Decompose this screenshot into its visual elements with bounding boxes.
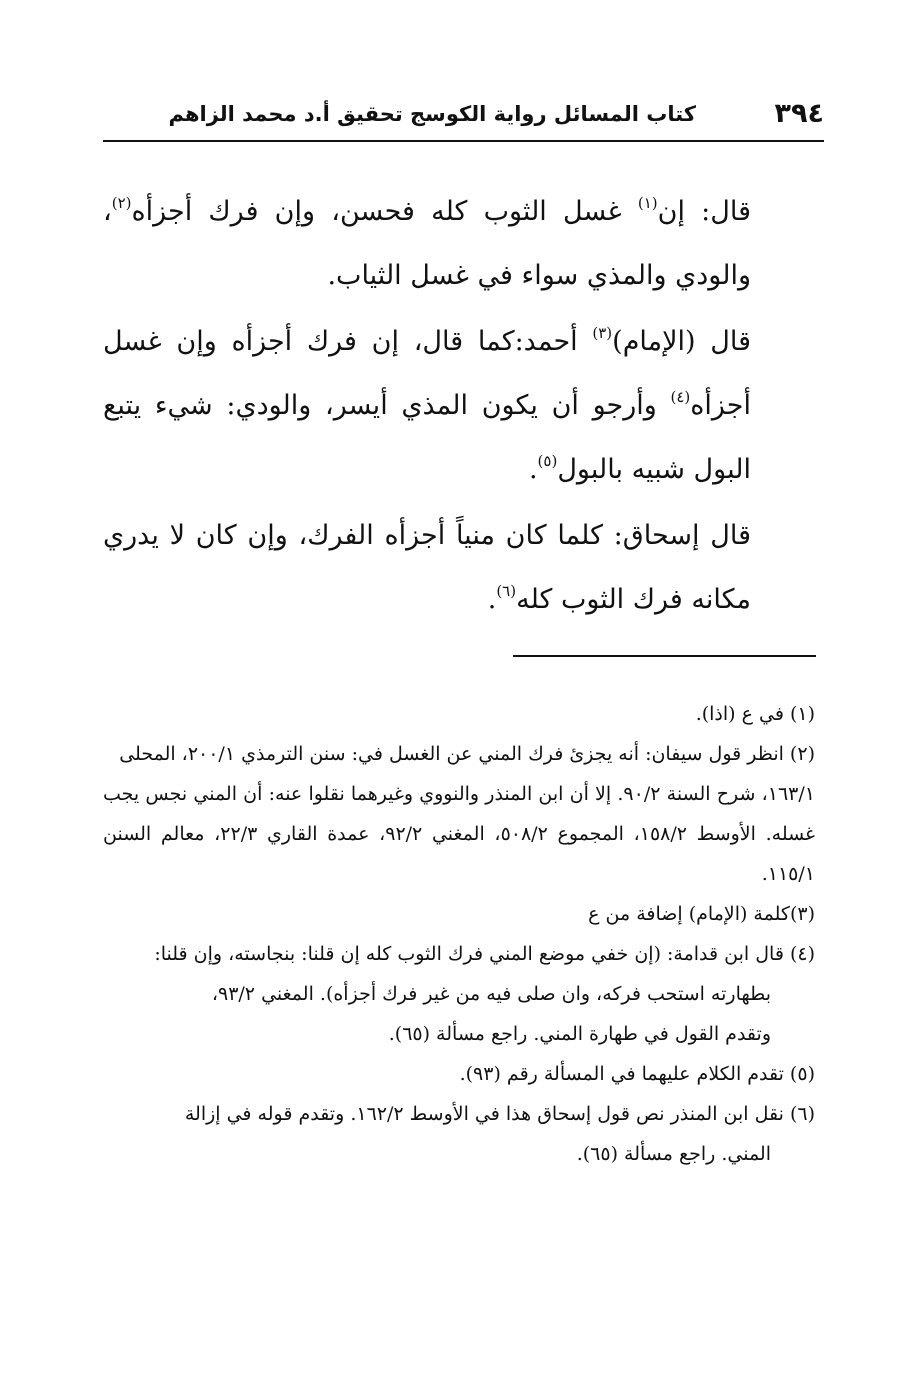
footnote-2 [103,734,815,774]
main-text [103,180,751,632]
page-header [103,96,824,136]
footnotes [103,694,815,1174]
footnote-3: (٣)كلمة (الإمام) إضافة من ع [588,903,815,925]
footnote-2-continuation: ١٦٣/١، شرح السنة ٩٠/٢. إلا أن ابن المنذر والنووي وغيرهما نقلوا عنه: أن المني نجس يجب غسله. الأوسط ١٥٨/٢، المجموع ٥٠٨/٢، المغني ٩٢/٢، عمدة القاري ٢٢/٣، معالم السنن ١١٥/١. [103,783,815,885]
footnote-2-first-line: (٢) انظر قول سيفان: أنه يجزئ فرك المني عن الغسل في: سنن الترمذي ٢٠٠/١، المحلى [119,743,815,765]
footnote-6: (٦) نقل ابن المنذر نص قول إسحاق هذا في الأوسط ١٦٢/٢. وتقدم قوله في إزالة [184,1103,815,1125]
footnote-4-line-3: وتقدم القول في طهارة المني. راجع مسألة (٦٥). [388,1023,771,1045]
footnote-1: (١) في ع (اذا). [695,703,815,725]
footnote-ref-3: (٣) [592,324,613,342]
paragraph-1-text-c: ، والودي والمذي سواء في غسل الثياب. [103,196,751,291]
footnote-ref-5: (٥) [537,452,558,470]
footnote-6-line-2: المني. راجع مسألة (٦٥). [576,1143,771,1165]
paragraph-2 [103,310,751,502]
paragraph-3-text-b: . [487,584,497,615]
page-number: ٣٩٤ [774,98,824,129]
paragraph-3-text-a: قال إسحاق: كلما كان منياً أجزأه الفرك، وإن كان لا يدري مكانه فرك الثوب كله [103,520,751,615]
footnote-ref-2: (٢) [111,194,132,212]
paragraph-1-text-b: غسل الثوب كله فحسن، وإن فرك أجزأه [131,196,638,227]
paragraph-1-text-a: قال: إن [657,196,752,227]
running-title: كتاب المسائل رواية الكوسج تحقيق أ.د محمد الزاهم [168,102,696,126]
footnote-ref-4: (٤) [670,388,691,406]
paragraph-3 [103,504,751,632]
paragraph-2-text-d: . [528,454,538,485]
footnote-4: (٤) قال ابن قدامة: (إن خفي موضع المني فرك الثوب كله إن قلنا: بنجاسته، وإن قلنا: [154,943,815,965]
footnote-ref-1: (١) [637,194,658,212]
header-rule [103,140,824,142]
paragraph-2-text-c: وأرجو أن يكون المذي أيسر، والودي: شيء يتبع البول شبيه بالبول [103,390,751,485]
footnote-ref-6: (٦) [496,582,517,600]
footnote-separator [513,655,816,657]
paragraph-1 [103,180,751,308]
paragraph-2-text-a: قال (الإمام) [612,326,751,357]
footnote-5: (٥) تقدم الكلام عليهما في المسألة رقم (٩٣). [459,1063,815,1085]
footnote-4-line-2: بطهارته استحب فركه، وان صلى فيه من غير فرك أجزأه). المغني ٩٣/٢، [211,983,771,1005]
paragraph-2-text-b: أحمد:كما قال، إن فرك أجزأه وإن غسل أجزأه [103,326,751,421]
